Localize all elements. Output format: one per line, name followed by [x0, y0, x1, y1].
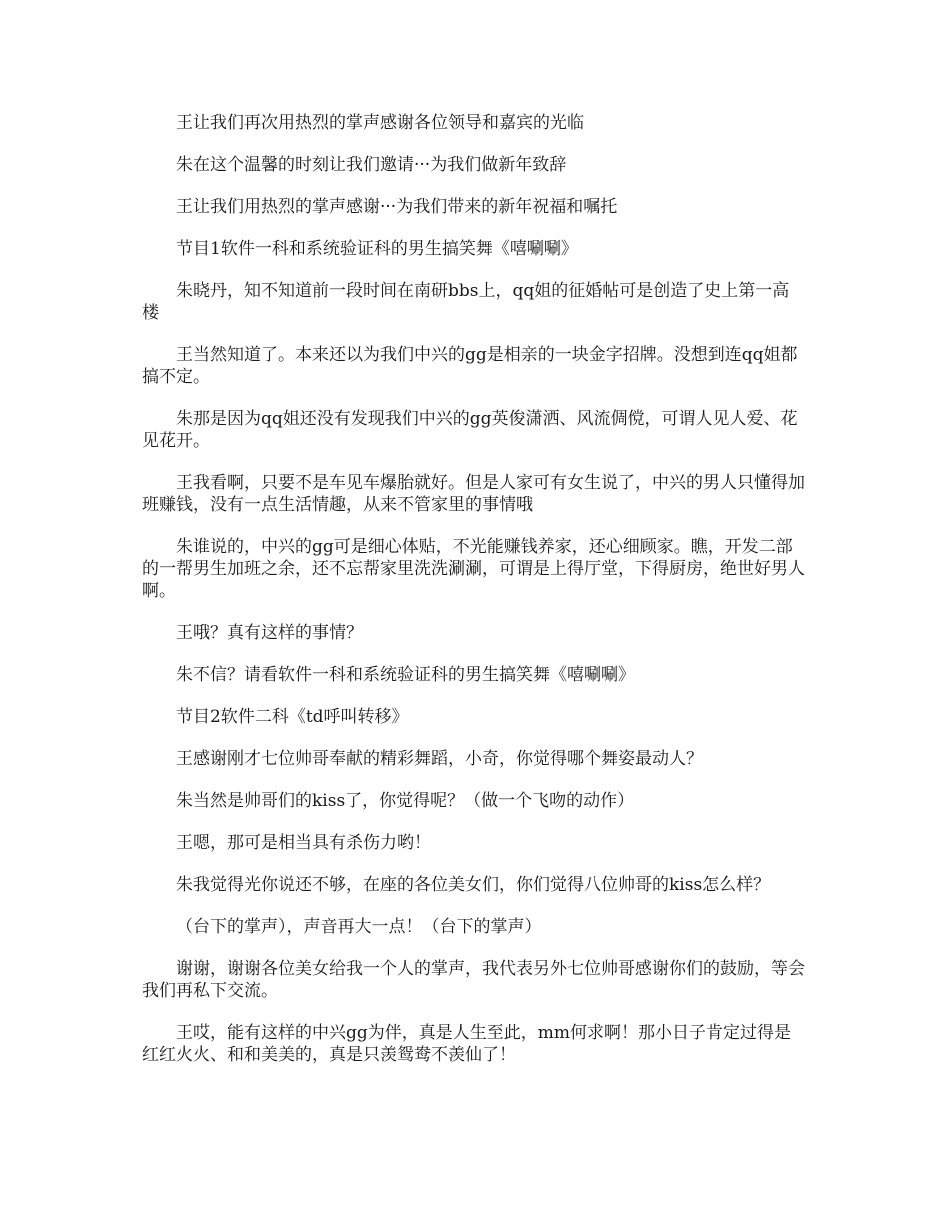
paragraph: 王感谢刚才七位帅哥奉献的精彩舞蹈，小奇，你觉得哪个舞姿最动人？	[176, 749, 703, 769]
paragraph: 节目1软件一科和系统验证科的男生搞笑舞《嘻唰唰》	[176, 239, 578, 259]
paragraph: 朱在这个温馨的时刻让我们邀请···为我们做新年致辞	[176, 155, 567, 175]
paragraph: 王当然知道了。本来还以为我们中兴的gg是相亲的一块金字招牌。没想到连qq姐都搞不定。	[142, 345, 798, 387]
paragraph: 朱我觉得光你说还不够，在座的各位美女们，你们觉得八位帅哥的kiss怎么样？	[176, 875, 771, 895]
paragraph: 朱当然是帅哥们的kiss了，你觉得呢？（做一个飞吻的动作）	[176, 791, 635, 811]
paragraph: 朱不信？请看软件一科和系统验证科的男生搞笑舞《嘻唰唰》	[176, 665, 635, 685]
paragraph: 王嗯，那可是相当具有杀伤力哟！	[176, 833, 431, 853]
paragraph: 王让我们用热烈的掌声感谢···为我们带来的新年祝福和嘱托	[176, 197, 618, 217]
paragraph: 节目2软件二科《td呼叫转移》	[176, 707, 409, 727]
document-body	[142, 112, 806, 1086]
paragraph: 王让我们再次用热烈的掌声感谢各位领导和嘉宾的光临	[176, 113, 584, 133]
paragraph: 王哎，能有这样的中兴gg为伴，真是人生至此，mm何求啊！那小日子肯定过得是红红火火、和和美美的，真是只羡鸳鸯不羡仙了！	[142, 1023, 792, 1065]
paragraph: 朱谁说的，中兴的gg可是细心体贴，不光能赚钱养家，还心细顾家。瞧，开发二部的一帮男生加班之余，还不忘帮家里洗洗涮涮，可谓是上得厅堂，下得厨房，绝世好男人啊。	[142, 537, 805, 601]
paragraph: （台下的掌声），声音再大一点！（台下的掌声）	[176, 917, 542, 937]
paragraph: 朱那是因为qq姐还没有发现我们中兴的gg英俊潇洒、风流倜傥，可谓人见人爱、花见花开。	[142, 409, 798, 451]
paragraph: 谢谢，谢谢各位美女给我一个人的掌声，我代表另外七位帅哥感谢你们的鼓励，等会我们再私下交流。	[142, 959, 805, 1001]
paragraph: 王我看啊，只要不是车见车爆胎就好。但是人家可有女生说了，中兴的男人只懂得加班赚钱，没有一点生活情趣，从来不管家里的事情哦	[142, 473, 805, 515]
paragraph: 王哦？真有这样的事情？	[176, 623, 363, 643]
paragraph: 朱晓丹，知不知道前一段时间在南研bbs上，qq姐的征婚帖可是创造了史上第一高楼	[142, 281, 790, 323]
